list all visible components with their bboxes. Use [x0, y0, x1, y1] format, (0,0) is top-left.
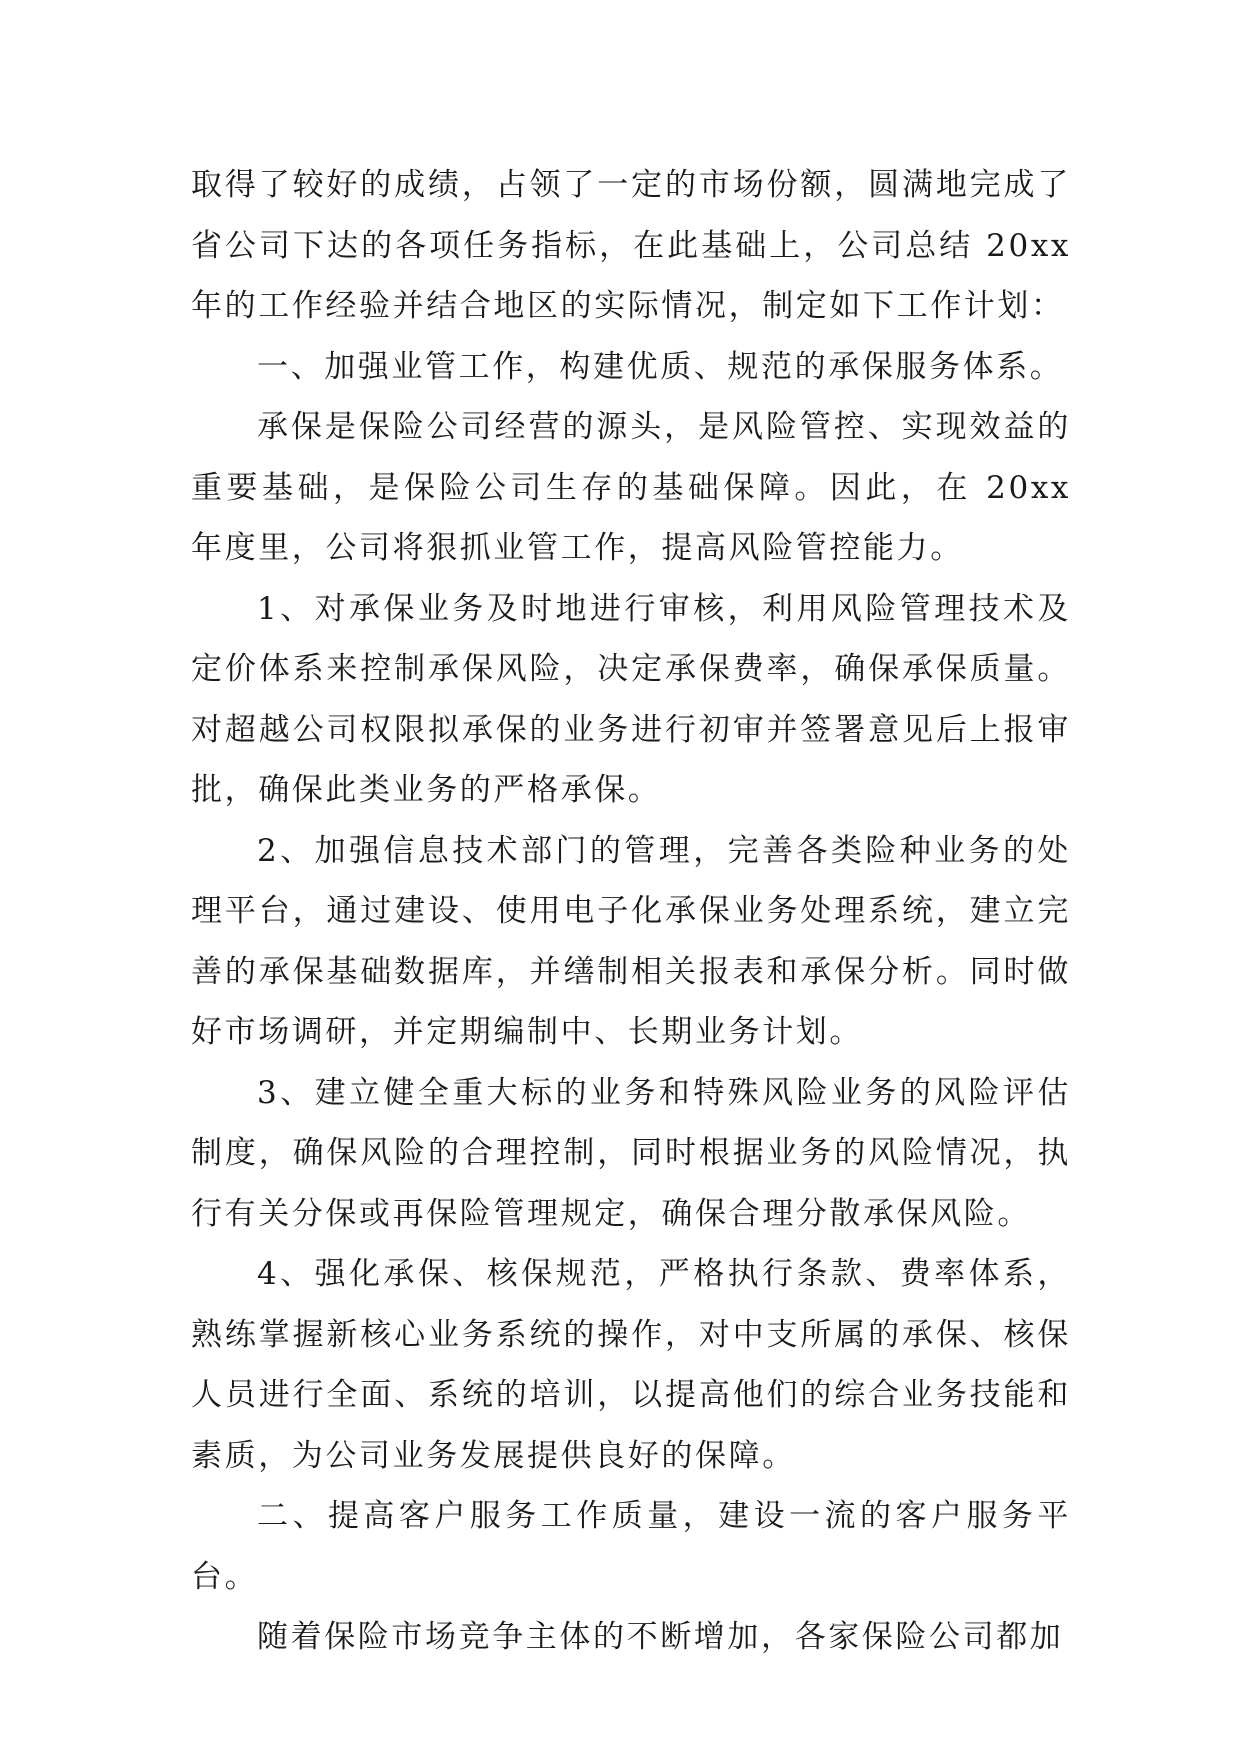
list-item-1: 1、对承保业务及时地进行审核，利用风险管理技术及定价体系来控制承保风险，决定承保费率，确保承保质量。对超越公司权限拟承保的业务进行初审并签署意见后上报审批，确保此类业务的严格承保。 — [191, 590, 1071, 808]
paragraph-intro-continuation: 取得了较好的成绩，占领了一定的市场份额，圆满地完成了省公司下达的各项任务指标，在此基础上，公司总结 20xx 年的工作经验并结合地区的实际情况，制定如下工作计划： — [191, 167, 1071, 324]
paragraph-underwriting: 承保是保险公司经营的源头，是风险管控、实现效益的重要基础，是保险公司生存的基础保障。因此，在 20xx 年度里，公司将狠抓业管工作，提高风险管控能力。 — [191, 409, 1071, 566]
document-body — [191, 155, 1071, 1668]
section-heading-2: 二、提高客户服务工作质量，建设一流的客户服务平台。 — [191, 1498, 1071, 1595]
paragraph-customer-service: 随着保险市场竞争主体的不断增加，各家保险公司都加 — [257, 1619, 1064, 1655]
list-item-2: 2、加强信息技术部门的管理，完善各类险种业务的处理平台，通过建设、使用电子化承保业务处理系统，建立完善的承保基础数据库，并缮制相关报表和承保分析。同时做好市场调研，并定期编制中、长期业务计划。 — [191, 832, 1071, 1050]
list-item-3: 3、建立健全重大标的业务和特殊风险业务的风险评估制度，确保风险的合理控制，同时根据业务的风险情况，执行有关分保或再保险管理规定，确保合理分散承保风险。 — [191, 1074, 1071, 1232]
list-item-4: 4、强化承保、核保规范，严格执行条款、费率体系，熟练掌握新核心业务系统的操作，对中支所属的承保、核保人员进行全面、系统的培训，以提高他们的综合业务技能和素质，为公司业务发展提供良好的保障。 — [191, 1256, 1071, 1474]
section-heading-1: 一、加强业管工作，构建优质、规范的承保服务体系。 — [257, 348, 1064, 385]
